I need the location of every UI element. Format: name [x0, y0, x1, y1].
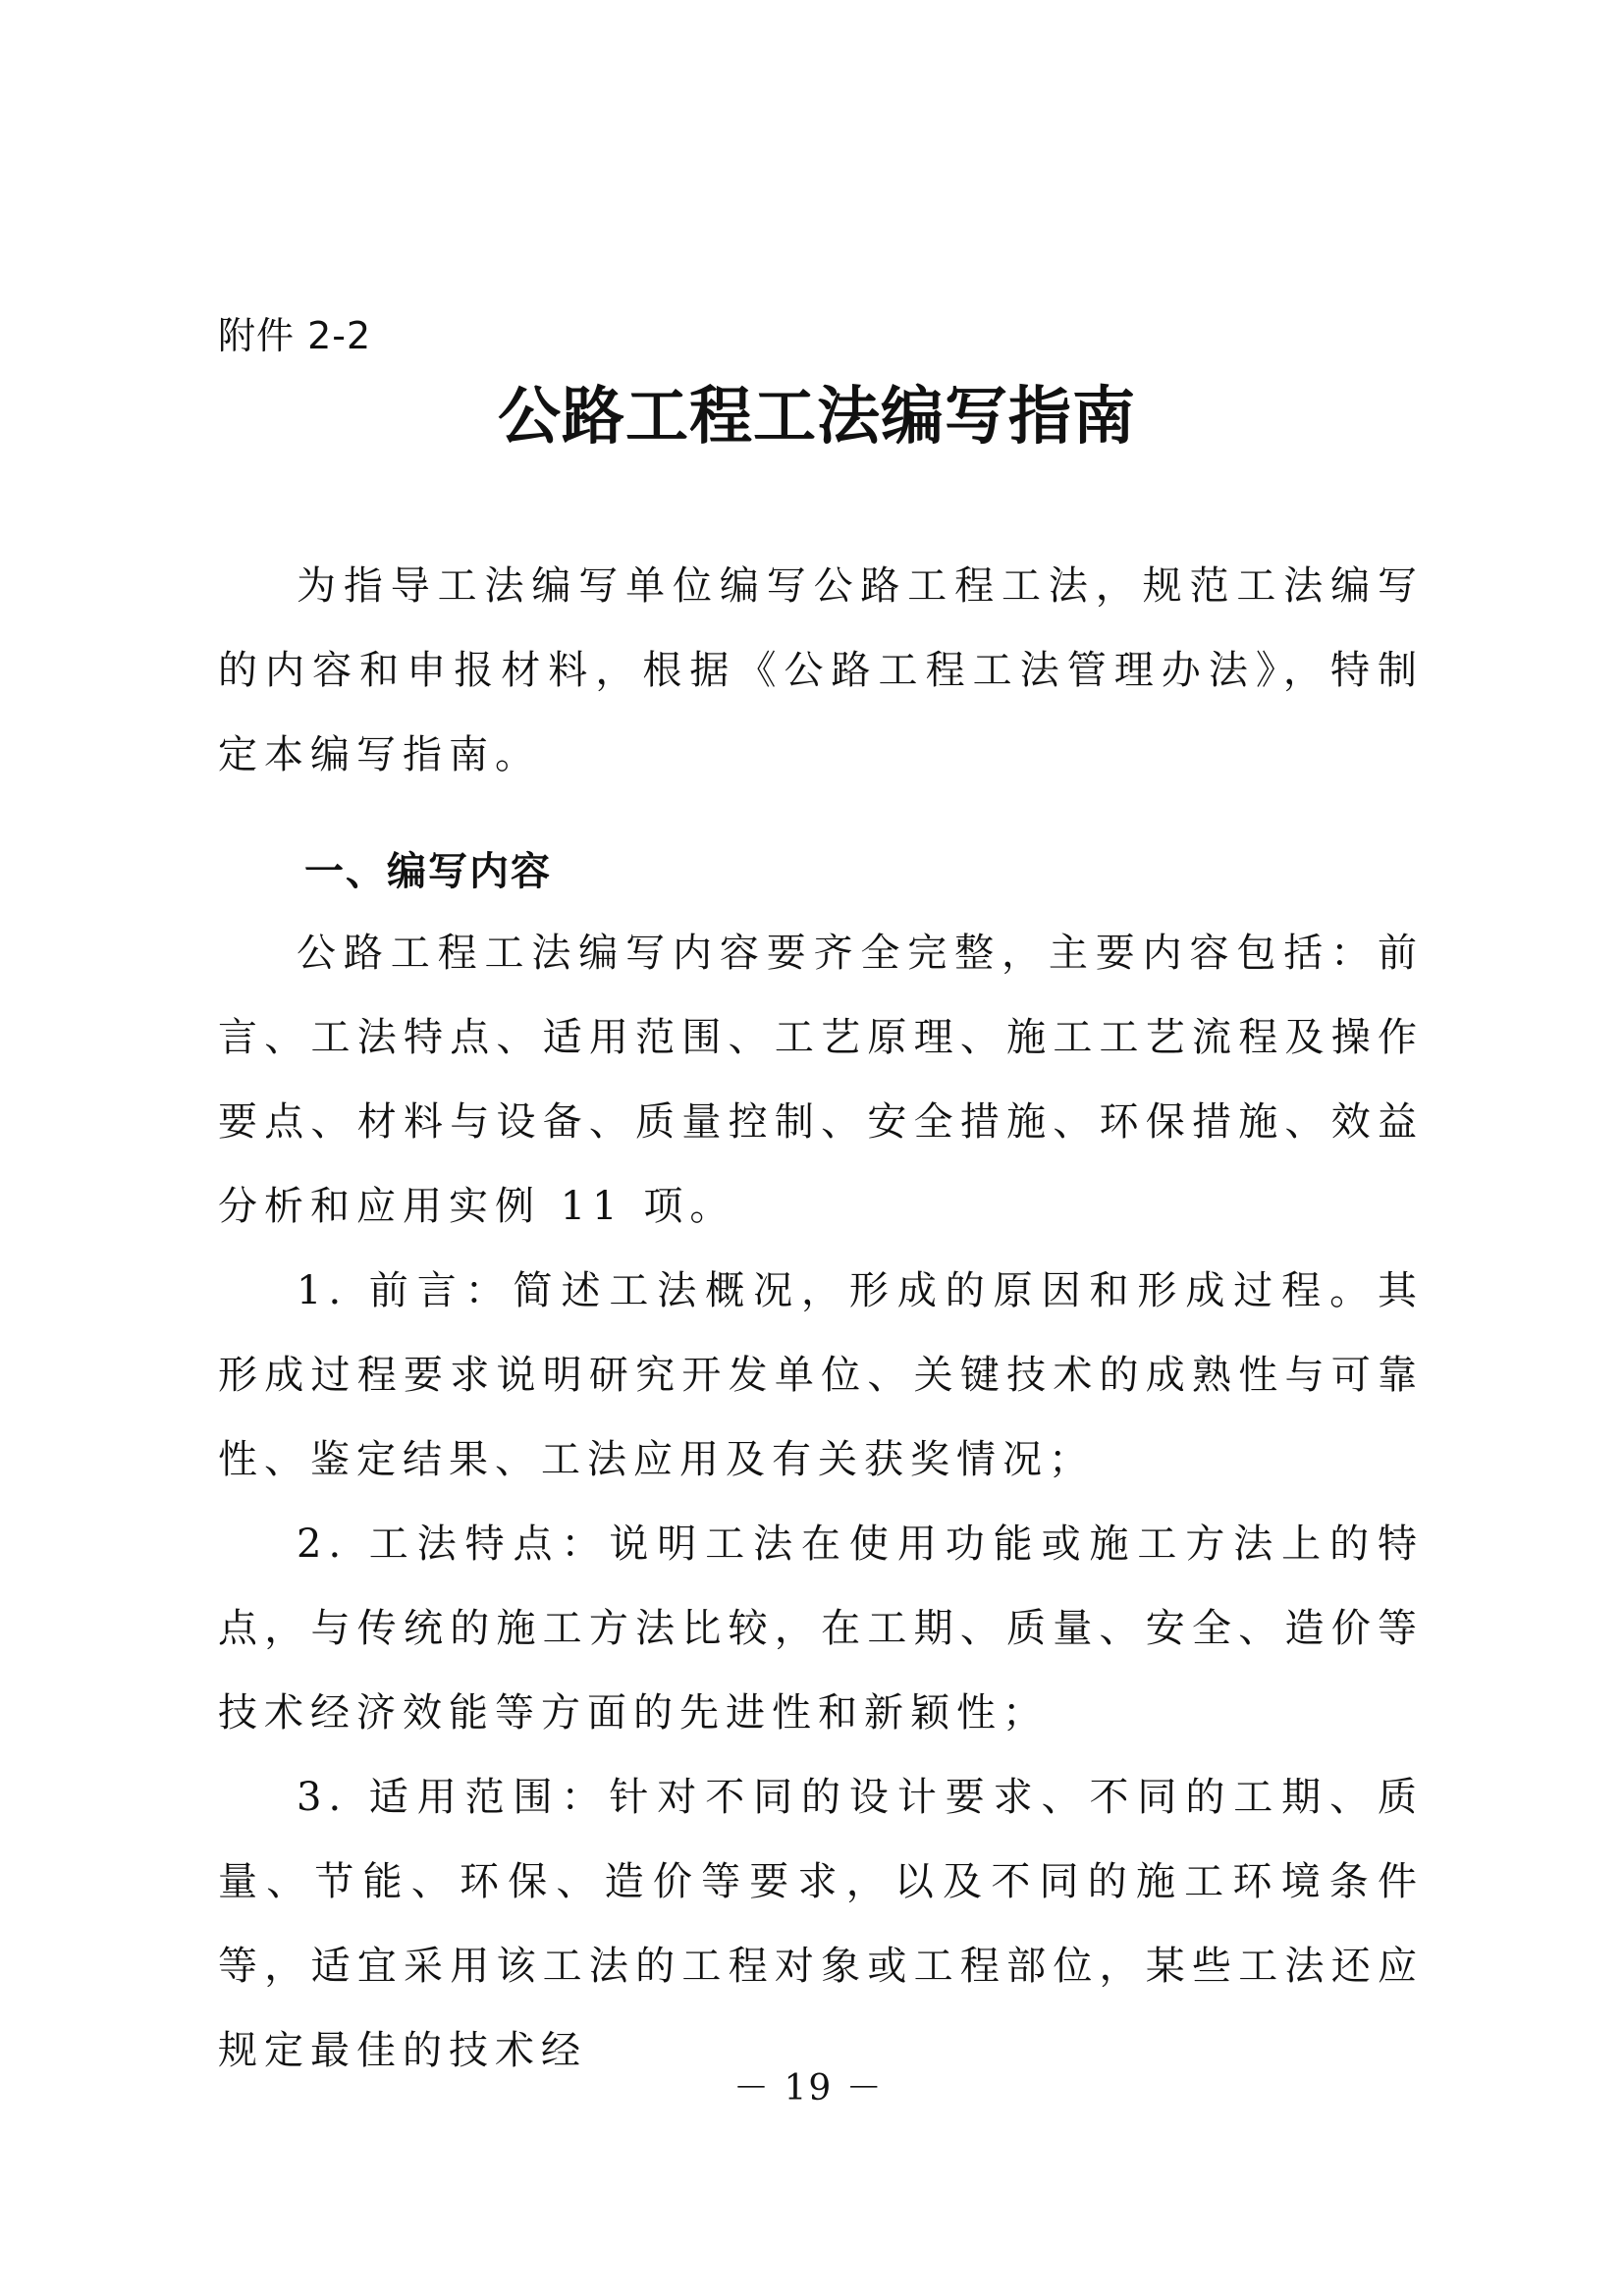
page-number: － 19 － — [733, 2068, 884, 2109]
intro-paragraph: 为指导工法编写单位编写公路工程工法，规范工法编写的内容和申报材料，根据《公路工程工法管理办法》，特制定本编写指南。 — [218, 563, 1424, 777]
section-heading: 一、编写内容 — [304, 849, 552, 894]
body-paragraph: 3. 适用范围：针对不同的设计要求、不同的工期、质量、节能、环保、造价等要求，以及不同的施工环境条件等，适宜采用该工法的工程对象或工程部位，某些工法还应规定最佳的技术经 — [218, 1775, 1424, 2073]
intro-section — [218, 544, 1424, 797]
document-title: 公路工程工法编写指南 — [498, 381, 1136, 454]
body-paragraph: 公路工程工法编写内容要齐全完整，主要内容包括：前言、工法特点、适用范围、工艺原理、施工工艺流程及操作要点、材料与设备、质量控制、安全措施、环保措施、效益分析和应用实例 11 项。 — [218, 931, 1424, 1229]
body-paragraph: 1. 前言：简述工法概况，形成的原因和形成过程。其形成过程要求说明研究开发单位、关键技术的成熟性与可靠性、鉴定结果、工法应用及有关获奖情况； — [218, 1268, 1424, 1482]
attachment-label: 附件 2-2 — [218, 314, 372, 357]
body-paragraph: 2. 工法特点：说明工法在使用功能或施工方法上的特点，与传统的施工方法比较，在工期、质量、安全、造价等技术经济效能等方面的先进性和新颖性； — [218, 1522, 1424, 1735]
section-content — [218, 911, 1424, 2093]
